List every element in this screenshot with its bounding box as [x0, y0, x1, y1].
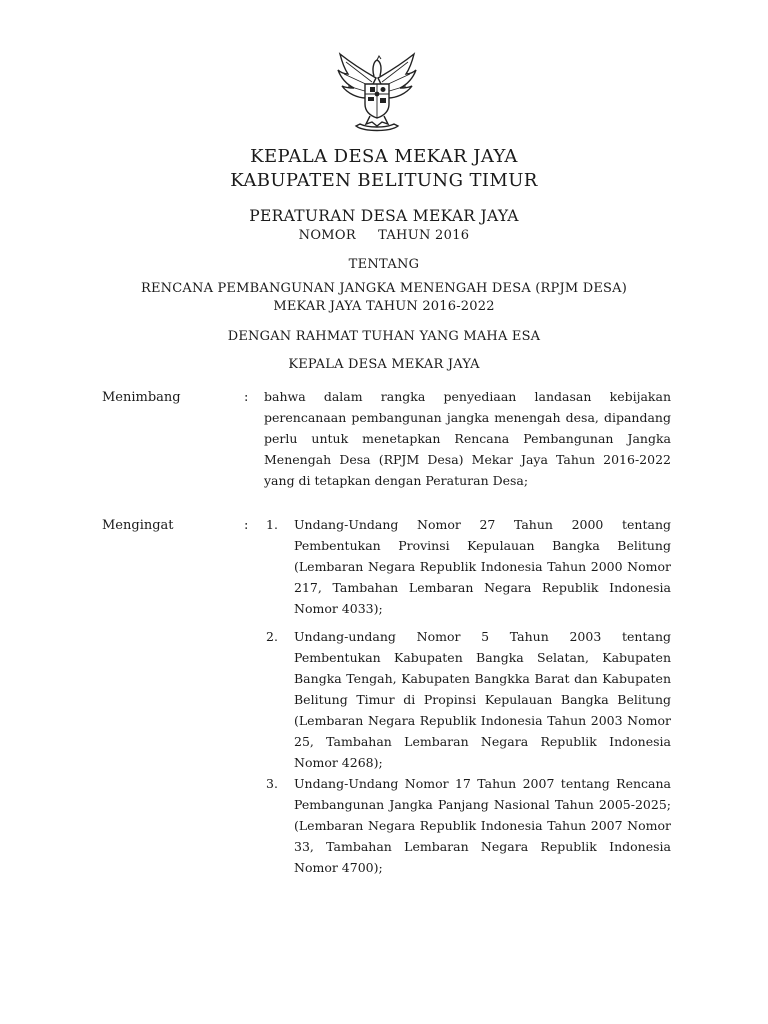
- mengingat-item-text: Undang-undang Nomor 5 Tahun 2003 tentang Pembentukan Kabupaten Bangka Selatan, Kabupaten Bangka Tengah, Kabupaten Bangkka Barat dan Kabupaten Belitung Timur di Propinsi Kepulauan Bangka Belitung (Lembaran Negara Republik Indonesia Tahun 2003 Nomor 25, Tambahan Lembaran Negara Republik Indonesia Nomor 4268);: [294, 629, 671, 770]
- subject-line-2: MEKAR JAYA TAHUN 2016-2022: [273, 299, 495, 314]
- mengingat-colon: :: [244, 518, 249, 533]
- mengingat-item-text: Undang-Undang Nomor 27 Tahun 2000 tentang Pembentukan Provinsi Kepulauan Bangka Belitung (Lembaran Negara Republik Indonesia Tahun 2000 Nomor 217, Tambahan Lembaran Negara Republik Indonesia Nomor 4033);: [294, 517, 671, 616]
- title-line-1: KEPALA DESA MEKAR JAYA: [250, 146, 518, 167]
- mengingat-item-number: 1.: [266, 517, 278, 532]
- authority-line: KEPALA DESA MEKAR JAYA: [288, 357, 480, 372]
- menimbang-text: bahwa dalam rangka penyediaan landasan kebijakan perencanaan pembangunan jangka menengah desa, dipandang perlu untuk menetapkan Rencana Pembangunan Jangka Menengah Desa (RPJM Desa) Mekar Jaya Tahun 2016-2022 yang di tetapkan dengan Peraturan Desa;: [264, 389, 671, 488]
- about-heading: TENTANG: [348, 257, 420, 272]
- mengingat-item-text: Undang-Undang Nomor 17 Tahun 2007 tentang Rencana Pembangunan Jangka Panjang Nasional Tahun 2005-2025; (Lembaran Negara Republik Indonesia Tahun 2007 Nomor 33, Tambahan Lembaran Negara Republik Indonesia Nomor 4700);: [294, 776, 671, 875]
- blessing-line: DENGAN RAHMAT TUHAN YANG MAHA ESA: [227, 329, 541, 344]
- garuda-emblem-icon: [332, 48, 422, 134]
- subject-line-1: RENCANA PEMBANGUNAN JANGKA MENENGAH DESA (RPJM DESA): [141, 281, 627, 296]
- menimbang-colon: :: [244, 390, 249, 405]
- menimbang-label: Menimbang: [102, 390, 181, 405]
- regulation-title: PERATURAN DESA MEKAR JAYA: [249, 207, 519, 225]
- mengingat-item-number: 2.: [266, 629, 278, 644]
- number-line: NOMOR TAHUN 2016: [298, 228, 470, 243]
- mengingat-item-number: 3.: [266, 776, 278, 791]
- title-line-2: KABUPATEN BELITUNG TIMUR: [230, 170, 538, 191]
- mengingat-label: Mengingat: [102, 518, 174, 533]
